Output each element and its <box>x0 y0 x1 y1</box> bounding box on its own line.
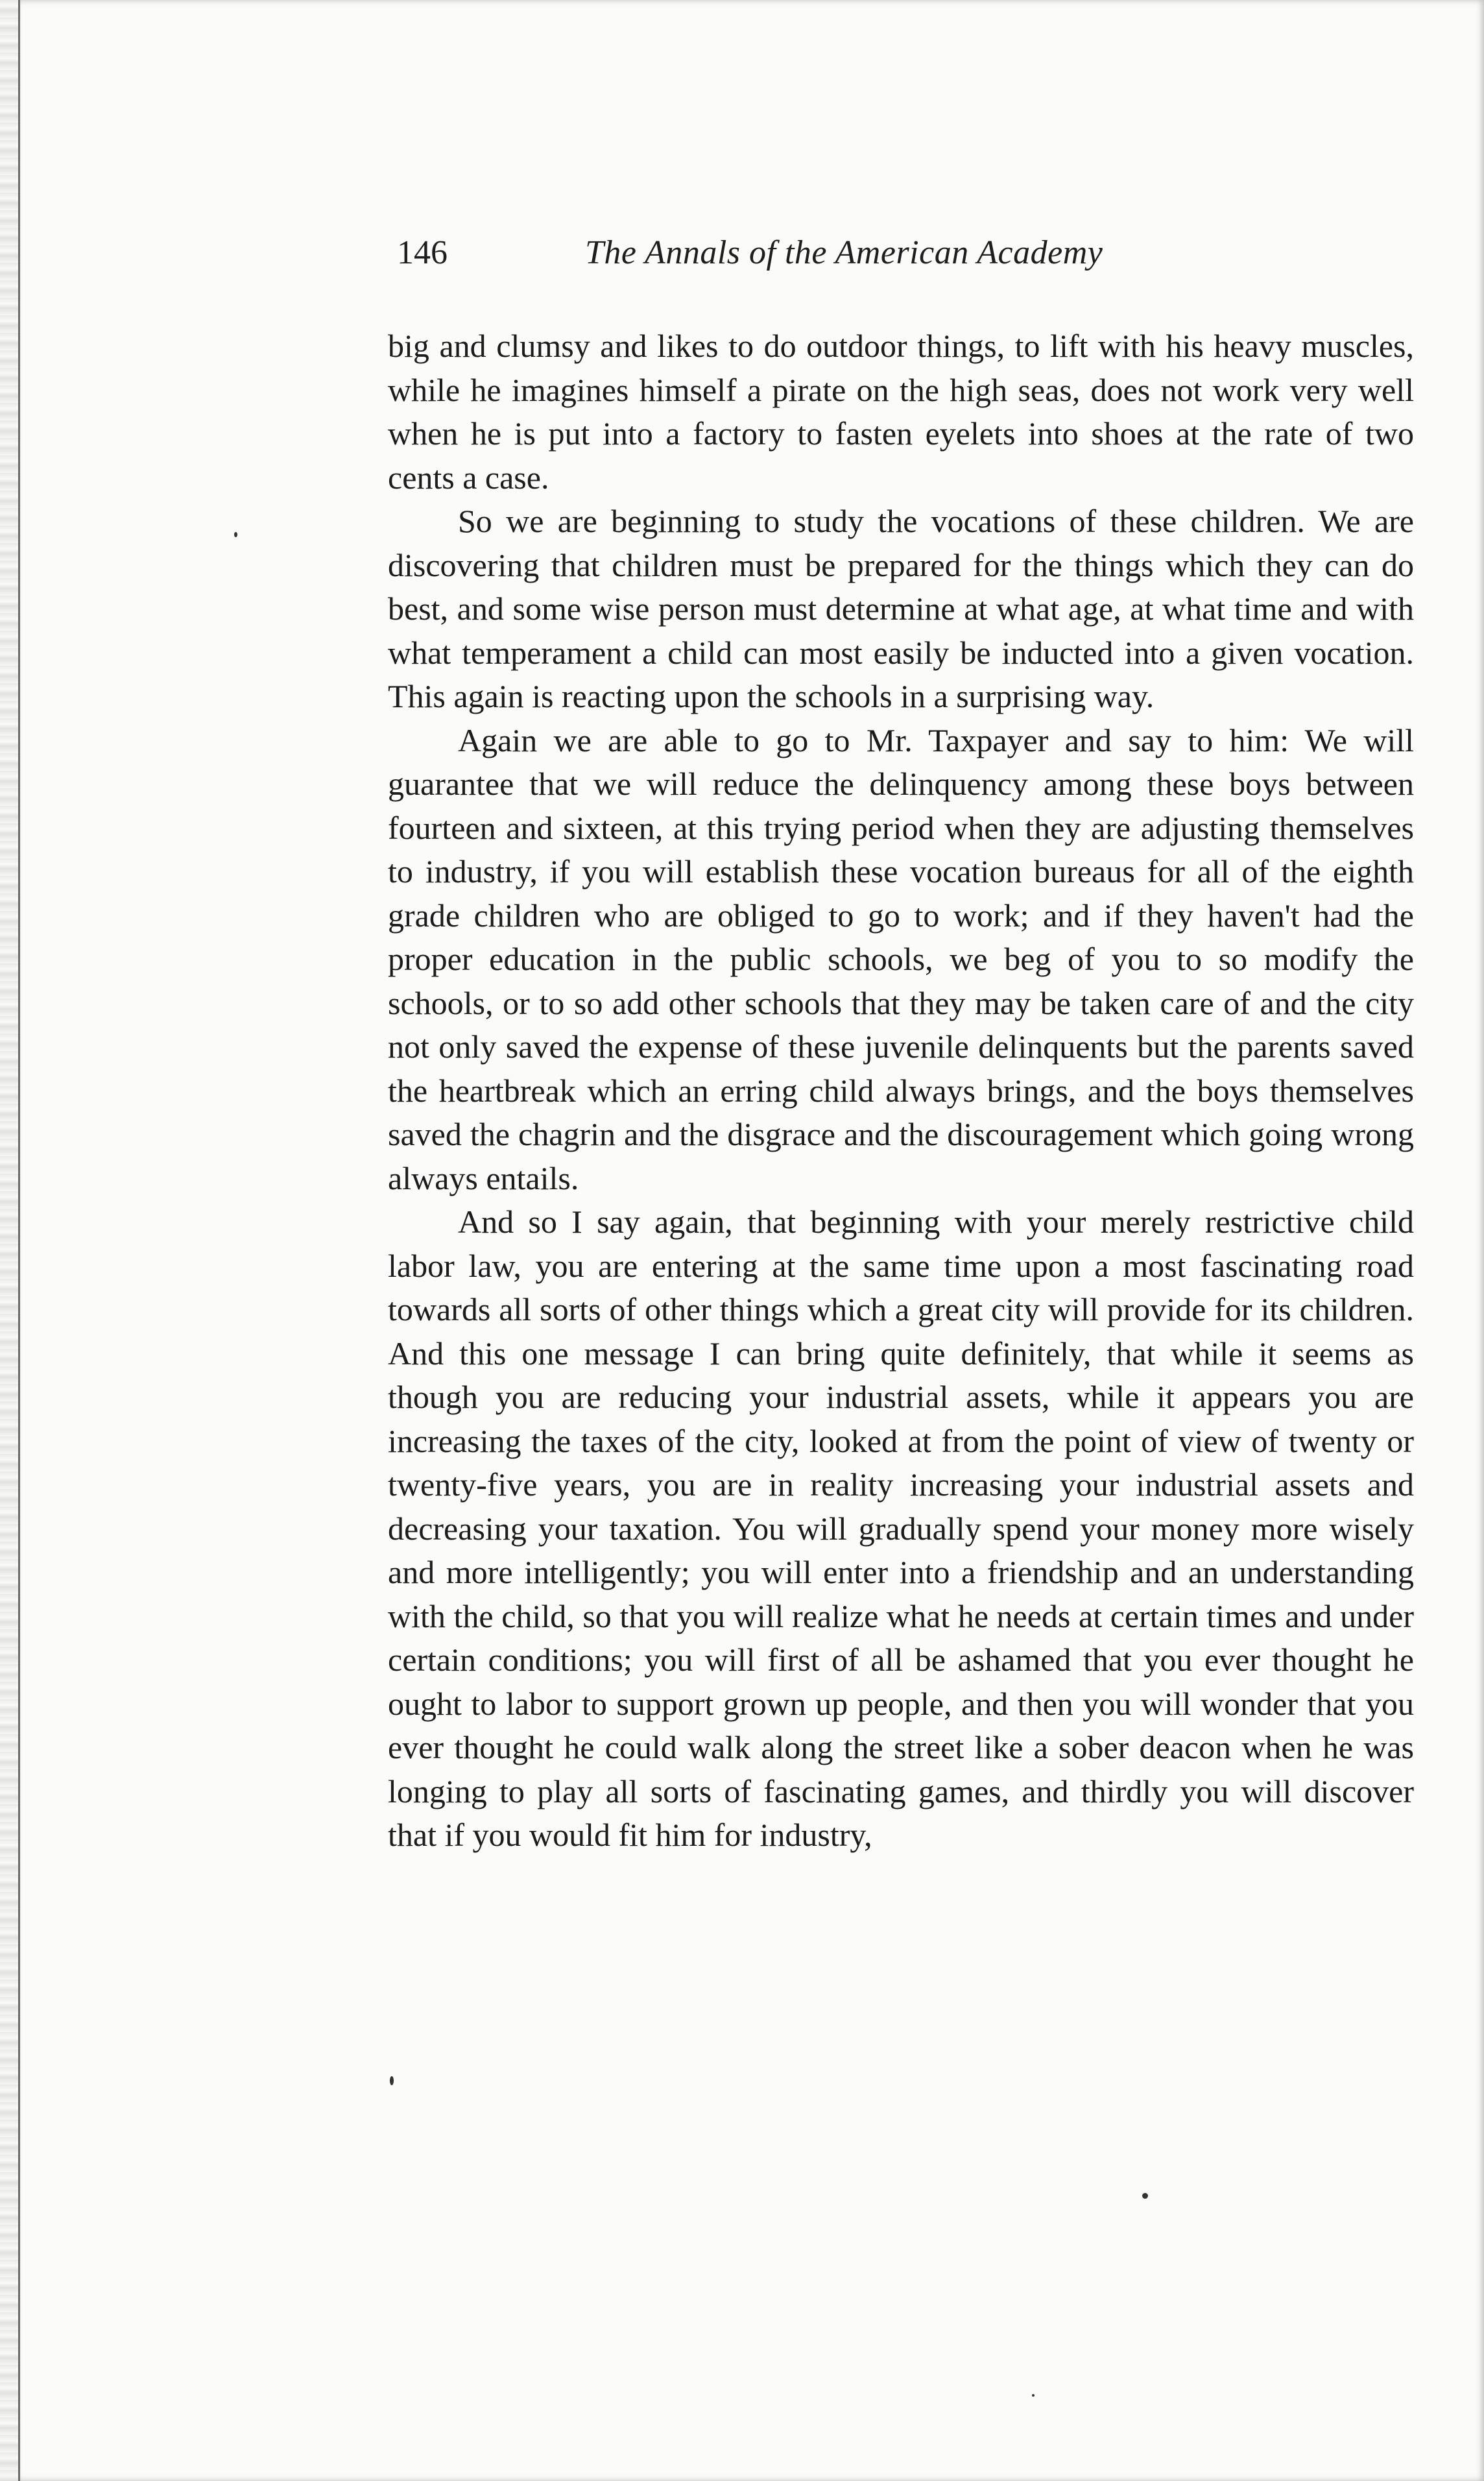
ink-speck <box>1142 2193 1148 2199</box>
ink-speck <box>1032 2394 1035 2397</box>
running-head <box>397 234 1214 285</box>
ink-speck <box>234 532 237 537</box>
body-text <box>388 324 1414 1858</box>
paragraph-vocations: So we are beginning to study the vocations of these children. We are discovering that children must be prepared for the things which they can do best, and some wise person must determine at what age, at what time and with what temperament a child can most easily be inducted into a given vocation. This again is reacting upon the schools in a surprising way. <box>388 503 1414 714</box>
journal-title: The Annals of the American Academy <box>585 234 1103 271</box>
paragraph-taxpayer: Again we are able to go to Mr. Taxpayer and say to him: We will guarantee that we will reduce the delinquency among these boys between fourteen and sixteen, at this trying period when they are adjusting themselves to industry, if you will establish these vocation bureaus for all of the eighth grade children who are obliged to go to work; and if they haven't had the proper education in the public schools, we beg of you to so modify the schools, or to so add other schools that they may be taken care of and the city not only saved the expense of these juvenile delinquents but the parents saved the heartbreak which an erring child always brings, and the boys themselves saved the chagrin and the disgrace and the discouragement which going wrong always entails. <box>388 721 1414 1196</box>
ink-speck <box>390 2076 394 2085</box>
paragraph-continuation: big and clumsy and likes to do outdoor things, to lift with his heavy muscles, while he imagines himself a pirate on the high seas, does not work very well when he is put into a factory to fasten eyelets into shoes at the rate of two cents a case. <box>388 328 1414 496</box>
page-number: 146 <box>397 234 448 271</box>
paragraph-child-labor-law: And so I say again, that beginning with your merely restrictive child labor law, you are entering at the same time upon a most fascinating road towards all sorts of other things which a great city will provide for its children. And this one message I can bring quite definitely, that while it seems as though you are reducing your industrial assets, while it appears you are increasing the taxes of the city, looked at from the point of view of twenty or twenty-five years, you are in reality increasing your industrial assets and decreasing your taxation. You will gradually spend your money more wisely and more intelligently; you will enter into a friendship and an understanding with the child, so that you will realize what he needs at certain times and under certain conditions; you will first of all be ashamed that you ever thought he ought to labor to support grown up people, and then you will wonder that you ever thought he could walk along the street like a sober deacon when he was longing to play all sorts of fascinating games, and thirdly you will discover that if you would fit him for industry, <box>388 1204 1414 1853</box>
